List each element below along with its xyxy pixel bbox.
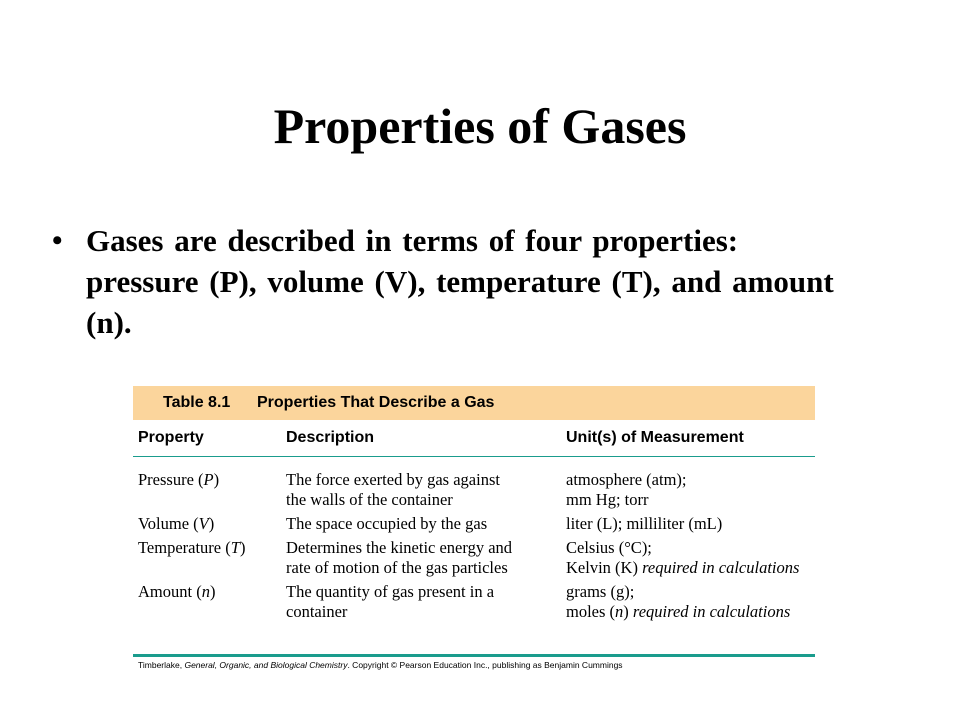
slide-title: Properties of Gases [273,98,687,154]
table-caption: Properties That Describe a Gas [257,394,495,411]
header-property: Property [138,429,204,446]
row-description: The space occupied by the gas [286,514,488,533]
table-caption-bar [133,386,815,420]
row-property: Pressure (P) [138,470,220,489]
bullet-item [52,220,852,343]
table-row [133,578,815,622]
table-row [133,457,815,510]
properties-table [133,386,815,622]
table-row [133,534,815,578]
row-description: The force exerted by gas against the walls of the container [286,470,500,509]
row-description: Determines the kinetic energy and rate of motion of the gas particles [286,538,513,577]
bullet-text: Gases are described in terms of four properties: pressure (P), volume (V), temperature (T), and amount (n). [86,223,834,340]
row-units: grams (g); moles (n) required in calculations [566,582,791,621]
row-description: The quantity of gas present in a container [286,582,495,621]
row-units: Celsius (°C); Kelvin (K) required in calculations [566,538,800,577]
table-header-row [133,420,815,457]
table-row [133,510,815,534]
row-units: liter (L); milliliter (mL) [566,514,723,533]
header-description: Description [286,429,375,446]
table-footer-rule [133,654,815,657]
row-units: atmosphere (atm); mm Hg; torr [566,470,687,509]
bullet-dot-icon: • [52,224,63,257]
header-units: Unit(s) of Measurement [566,429,744,446]
row-property: Volume (V) [138,514,215,533]
row-property: Amount (n) [138,582,216,601]
row-property: Temperature (T) [138,538,246,557]
copyright-credit: Timberlake, General, Organic, and Biological Chemistry. Copyright © Pearson Education Inc., publishing as Benjamin Cummings [138,660,623,670]
table-number: Table 8.1 [163,394,231,411]
